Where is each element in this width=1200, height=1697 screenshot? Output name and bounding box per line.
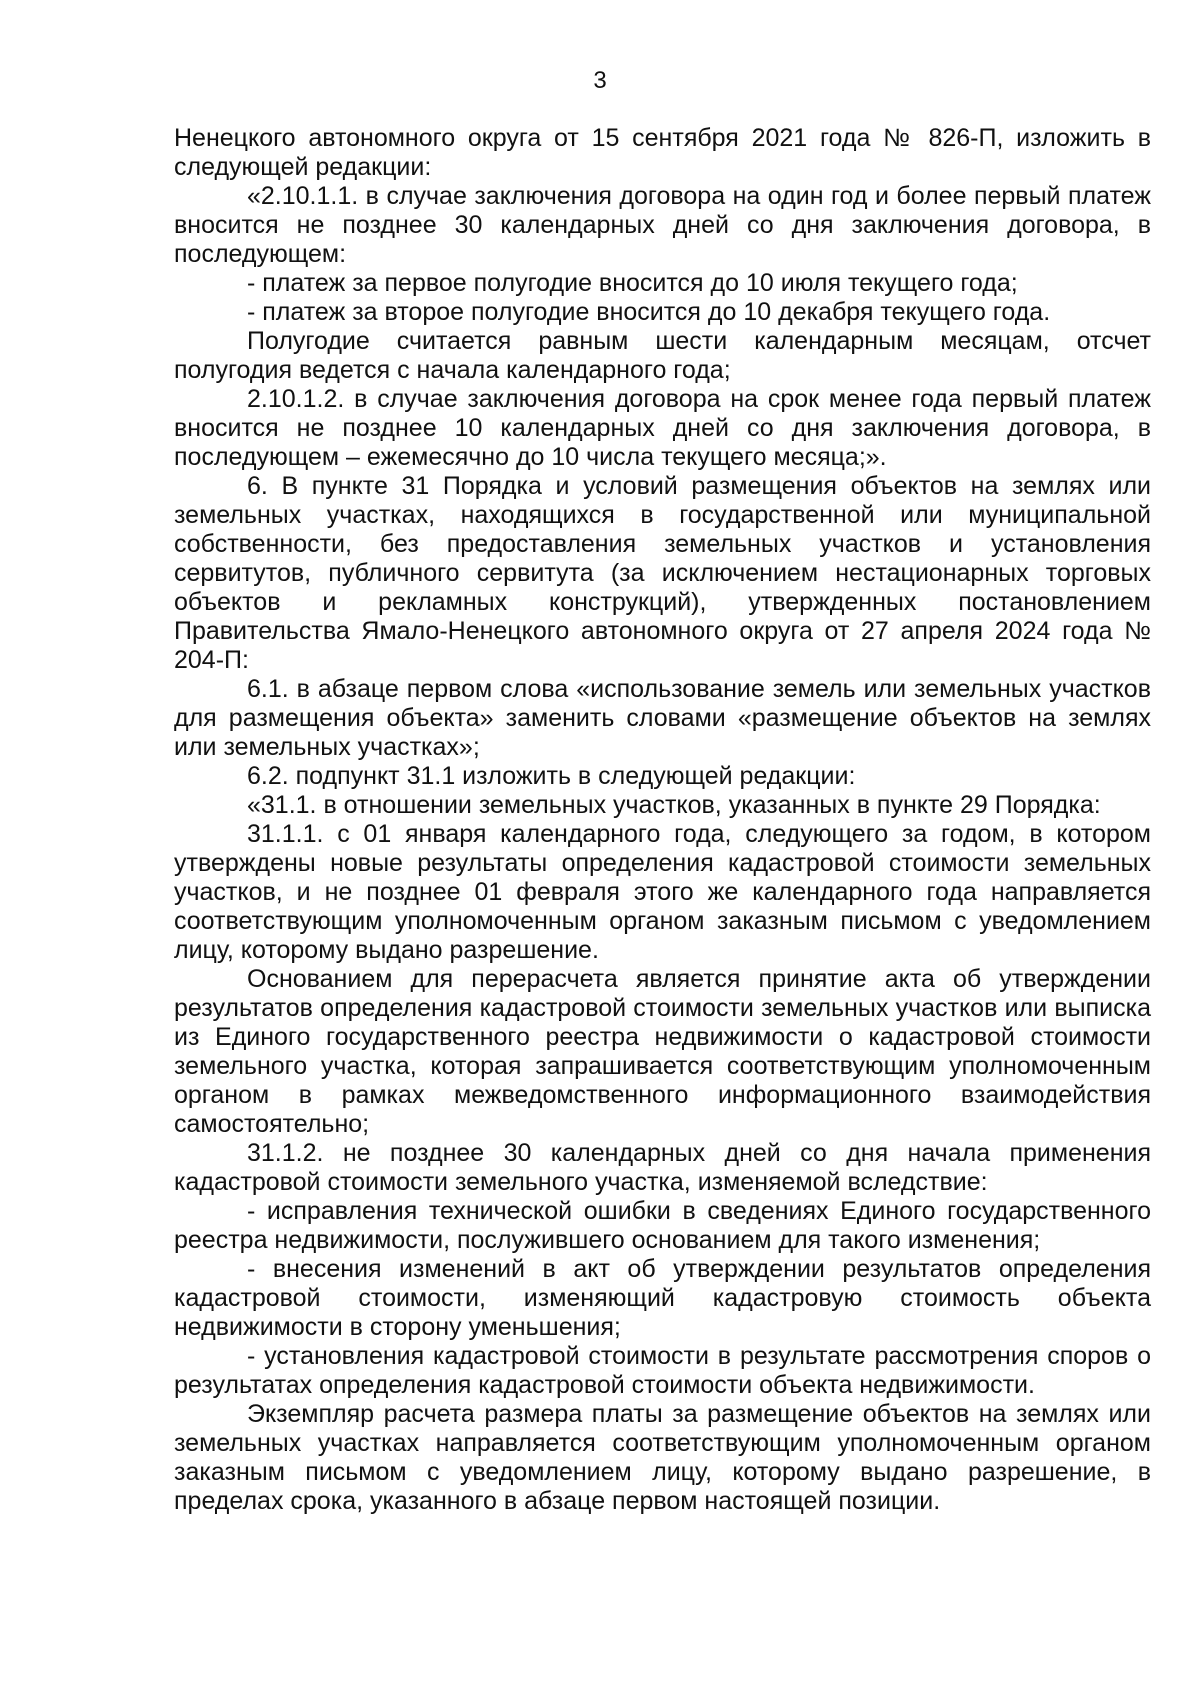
document-body <box>174 124 1151 1516</box>
page-number: 3 <box>593 67 607 94</box>
paragraph-clause-31-1-2: 31.1.2. не позднее 30 календарных дней со дня начала применения кадастровой стоимости земельного участка, изменяемой вследствие: <box>174 1139 1151 1196</box>
paragraph-item-6-2: 6.2. подпункт 31.1 изложить в следующей редакции: <box>247 762 856 790</box>
paragraph-clause-2-10-1-2: 2.10.1.2. в случае заключения договора на срок менее года первый платеж вносится не позднее 10 календарных дней со дня заключения договора, в последующем – ежемесячно до 10 числа текущего месяца;». <box>174 385 1151 471</box>
paragraph-clause-31-1-1: 31.1.1. с 01 января календарного года, следующего за годом, в котором утверждены новые результаты определения кадастровой стоимости земельных участков, и не позднее 01 февраля этого же календарного года направляется соответствующим уполномоченным органом заказным письмом с уведомлением лицу, которому выдано разрешение. <box>174 820 1151 964</box>
paragraph-calculation-copy: Экземпляр расчета размера платы за размещение объектов на землях или земельных участках направляется соответствующим уполномоченным органом заказным письмом с уведомлением лицу, которому выдано разрешение, в пределах срока, указанного в абзаце первом настоящей позиции. <box>174 1400 1151 1515</box>
paragraph-item-6-1: 6.1. в абзаце первом слова «использование земель или земельных участков для размещения объекта» заменить словами «размещение объектов на землях или земельных участках»; <box>174 675 1151 761</box>
paragraph-recalculation-basis: Основанием для перерасчета является принятие акта об утверждении результатов определения кадастровой стоимости земельных участков или выписка из Единого государственного реестра недвижимости о кадастровой стоимости земельного участка, которая запрашивается соответствующим уполномоченным органом в рамках межведомственного информационного взаимодействия самостоятельно; <box>174 965 1151 1138</box>
paragraph-continuation: Ненецкого автономного округа от 15 сентября 2021 года № 826-П, изложить в следующей редакции: <box>174 124 1151 181</box>
paragraph-correction-item: - исправления технической ошибки в сведениях Единого государственного реестра недвижимости, послужившего основанием для такого изменения; <box>174 1197 1151 1254</box>
paragraph-clause-31-1: «31.1. в отношении земельных участков, указанных в пункте 29 Порядка: <box>247 791 1101 819</box>
paragraph-dispute-item: - установления кадастровой стоимости в результате рассмотрения споров о результатах определения кадастровой стоимости объекта недвижимости. <box>174 1342 1151 1399</box>
paragraph-half-year-definition: Полугодие считается равным шести календарным месяцам, отсчет полугодия ведется с начала календарного года; <box>174 327 1151 384</box>
paragraph-second-half-payment: - платеж за второе полугодие вносится до 10 декабря текущего года. <box>247 298 1051 326</box>
paragraph-clause-2-10-1-1: «2.10.1.1. в случае заключения договора на один год и более первый платеж вносится не позднее 30 календарных дней со дня заключения договора, в последующем: <box>174 182 1151 268</box>
paragraph-first-half-payment: - платеж за первое полугодие вносится до 10 июля текущего года; <box>247 269 1018 297</box>
paragraph-amendment-item: - внесения изменений в акт об утверждении результатов определения кадастровой стоимости, изменяющий кадастровую стоимость объекта недвижимости в сторону уменьшения; <box>174 1255 1151 1341</box>
paragraph-item-6: 6. В пункте 31 Порядка и условий размещения объектов на землях или земельных участках, находящихся в государственной или муниципальной собственности, без предоставления земельных участков и установления сервитутов, публичного сервитута (за исключением нестационарных торговых объектов и рекламных конструкций), утвержденных постановлением Правительства Ямало-Ненецкого автономного округа от 27 апреля 2024 года № 204-П: <box>174 472 1151 674</box>
